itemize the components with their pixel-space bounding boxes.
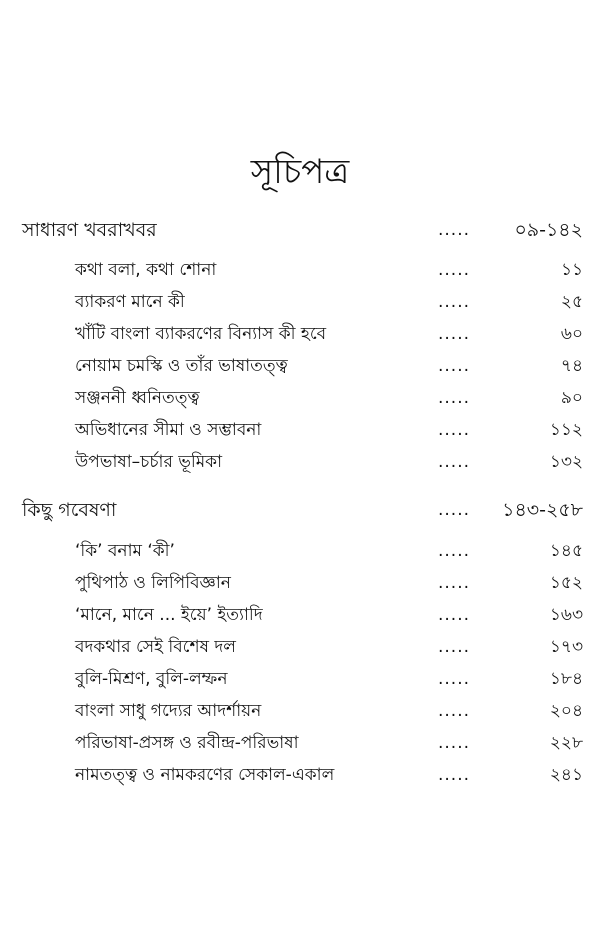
toc-entry: [0, 632, 600, 662]
dot-leader: .....: [438, 220, 471, 240]
dot-leader: .....: [438, 388, 471, 408]
entry-title: ‘মানে, মানে ... ইয়ে’ ইত্যাদি: [75, 605, 263, 625]
toc-entry: [0, 696, 600, 726]
entry-page: ১৭৩: [549, 637, 583, 657]
entry-page: ২৪১: [549, 765, 583, 785]
toc-entry: [0, 600, 600, 630]
toc-entry: [0, 760, 600, 790]
entry-page: ২৫: [560, 292, 583, 312]
dot-leader: .....: [438, 541, 471, 561]
entry-title: বুলি-মিশ্রণ, বুলি-লম্ফন: [75, 669, 228, 689]
toc-entry: [0, 664, 600, 694]
dot-leader: .....: [438, 637, 471, 657]
dot-leader: .....: [438, 701, 471, 721]
entry-page: ১৩২: [549, 452, 583, 472]
dot-leader: .....: [438, 500, 471, 520]
entry-title: ‘কি’ বনাম ‘কী’: [75, 541, 175, 561]
dot-leader: .....: [438, 356, 471, 376]
toc-entry: [0, 728, 600, 758]
section-title: কিছু গবেষণা: [22, 499, 117, 521]
entry-title: বদকথার সেই বিশেষ দল: [75, 637, 236, 657]
toc-entry: [0, 447, 600, 477]
section-page-range: ১৪৩-২৫৮: [502, 499, 583, 521]
toc-section-heading: [0, 215, 600, 245]
entry-page: ১১: [560, 260, 583, 280]
dot-leader: .....: [438, 260, 471, 280]
entry-page: ১১২: [549, 420, 583, 440]
entry-title: পরিভাষা-প্রসঙ্গ ও রবীন্দ্র-পরিভাষা: [75, 733, 299, 753]
entry-title: পুথিপাঠ ও লিপিবিজ্ঞান: [75, 573, 231, 593]
entry-title: খাঁটি বাংলা ব্যাকরণের বিন্যাস কী হবে: [75, 324, 327, 344]
dot-leader: .....: [438, 669, 471, 689]
entry-page: ১৮৪: [549, 669, 583, 689]
entry-page: ২০৪: [549, 701, 583, 721]
section-page-range: ০৯-১৪২: [514, 219, 583, 241]
dot-leader: .....: [438, 452, 471, 472]
toc-entry: [0, 415, 600, 445]
entry-page: ১৬৩: [549, 605, 583, 625]
section-title: সাধারণ খবরাখবর: [22, 219, 157, 241]
entry-title: কথা বলা, কথা শোনা: [75, 260, 217, 280]
toc-entry: [0, 383, 600, 413]
entry-title: নোয়াম চমস্কি ও তাঁর ভাষাতত্ত্ব: [75, 356, 288, 376]
dot-leader: .....: [438, 605, 471, 625]
entry-title: নামতত্ত্ব ও নামকরণের সেকাল-একাল: [75, 765, 335, 785]
entry-page: ৭৪: [560, 356, 583, 376]
entry-title: সঞ্জননী ধ্বনিতত্ত্ব: [75, 388, 200, 408]
entry-title: উপভাষা–চর্চার ভূমিকা: [75, 452, 223, 472]
toc-section-heading: [0, 495, 600, 525]
dot-leader: .....: [438, 420, 471, 440]
toc-entry: [0, 536, 600, 566]
toc-entry: [0, 255, 600, 285]
dot-leader: .....: [438, 765, 471, 785]
dot-leader: .....: [438, 573, 471, 593]
toc-entry: [0, 319, 600, 349]
entry-page: ৬০: [560, 324, 583, 344]
entry-title: অভিধানের সীমা ও সম্ভাবনা: [75, 420, 262, 440]
entry-page: ১৪৫: [549, 541, 583, 561]
page-title: সূচিপত্র: [250, 152, 350, 192]
dot-leader: .....: [438, 292, 471, 312]
dot-leader: .....: [438, 733, 471, 753]
entry-page: ১৫২: [549, 573, 583, 593]
entry-title: ব্যাকরণ মানে কী: [75, 292, 185, 312]
dot-leader: .....: [438, 324, 471, 344]
entry-page: ৯০: [560, 388, 583, 408]
entry-title: বাংলা সাধু গদ্যের আদর্শায়ন: [75, 701, 262, 721]
toc-entry: [0, 568, 600, 598]
toc-entry: [0, 287, 600, 317]
toc-entry: [0, 351, 600, 381]
entry-page: ২২৮: [549, 733, 583, 753]
